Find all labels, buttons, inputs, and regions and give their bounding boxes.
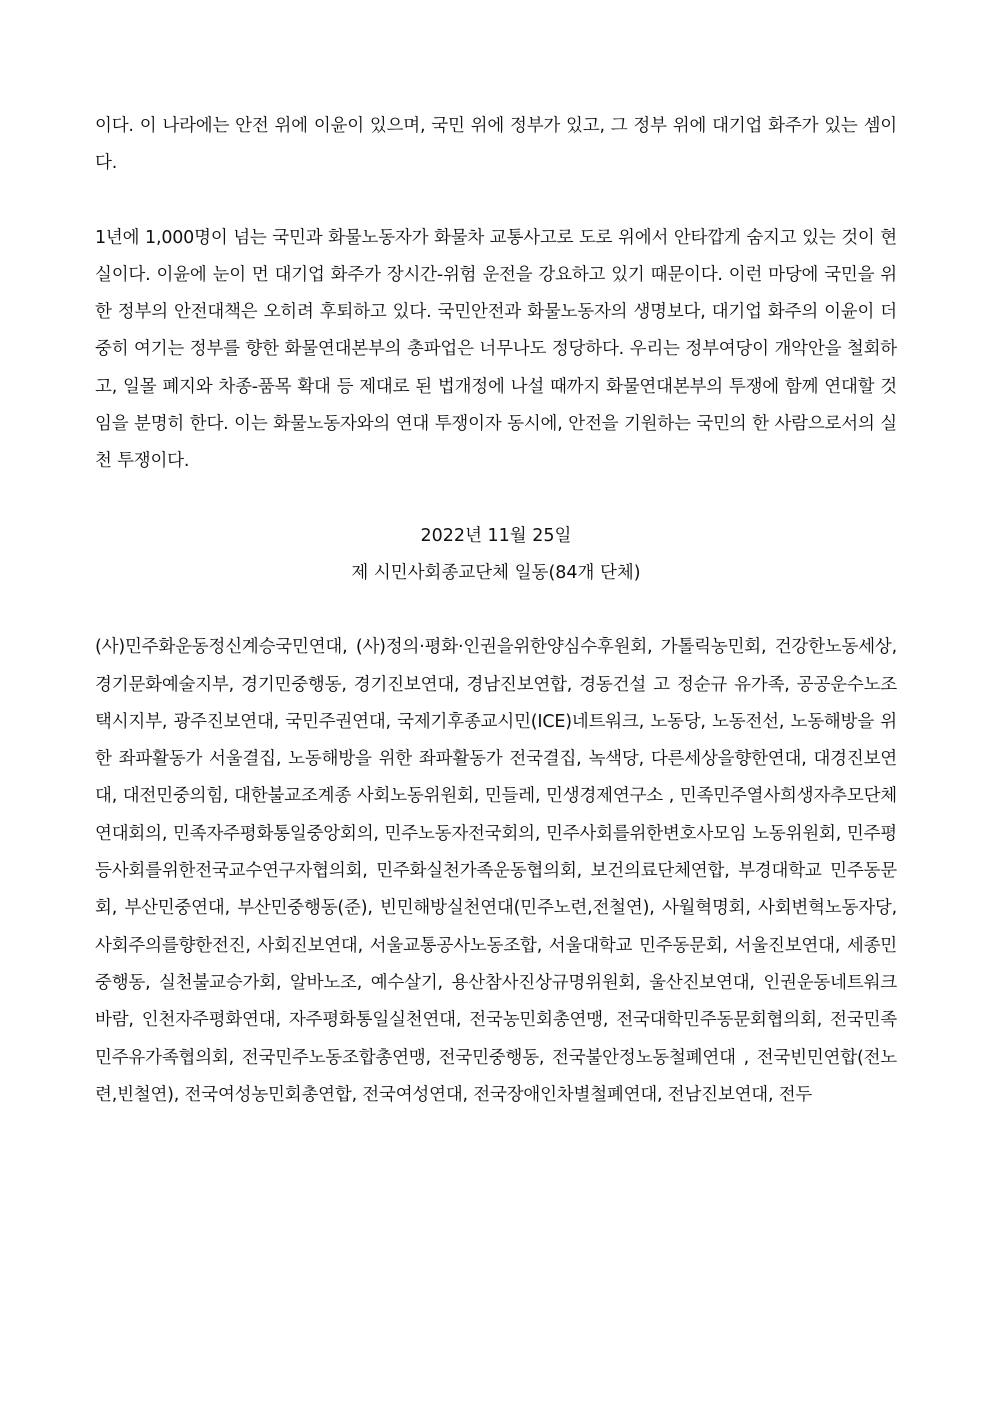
main-paragraph: 1년에 1,000명이 넘는 국민과 화물노동자가 화물차 교통사고로 도로 위에서 안타깝게 숨지고 있는 것이 현실이다. 이윤에 눈이 먼 대기업 화주가 장시간-위험 운전을 강요하고 있기 때문이다. 이런 마당에 국민을 위한 정부의 안전대책은 오히려 후퇴하고 있다. 국민안전과 화물노동자의 생명보다, 대기업 화주의 이윤이 더 중히 여기는 정부를 향한 화물연대본부의 총파업은 너무나도 정당하다. 우리는 정부여당이 개악안을 철회하고, 일몰 폐지와 차종-품목 확대 등 제대로 된 법개정에 나설 때까지 화물연대본부의 투쟁에 함께 연대할 것임을 분명히 한다. 이는 화물노동자와의 연대 투쟁이자 동시에, 안전을 기원하는 국민의 한 사람으로서의 실천 투쟁이다.	[95, 227, 897, 472]
intro-paragraph: 이다. 이 나라에는 안전 위에 이윤이 있으며, 국민 위에 정부가 있고, 그 정부 위에 대기업 화주가 있는 셈이다.	[95, 116, 897, 174]
signers-line: 제 시민사회종교단체 일동(84개 단체)	[351, 562, 641, 583]
signature-block	[95, 518, 897, 593]
organizations-list: (사)민주화운동정신계승국민연대, (사)정의·평화·인권을위한양심수후원회, 가톨릭농민회, 건강한노동세상, 경기문화예술지부, 경기민중행동, 경기진보연대, 경남진보연합, 경동건설 고 정순규 유가족, 공공운수노조 택시지부, 광주진보연대, 국민주권연대, 국제기후종교시민(ICE)네트워크, 노동당, 노동전선, 노동해방을 위한 좌파활동가 서울결집, 노동해방을 위한 좌파활동가 전국결집, 녹색당, 다른세상을향한연대, 대경진보연대, 대전민중의힘, 대한불교조계종 사회노동위원회, 민들레, 민생경제연구소 , 민족민주열사희생자추모단체연대회의, 민족자주평화통일중앙회의, 민주노동자전국회의, 민주사회를위한변호사모임 노동위원회, 민주평등사회를위한전국교수연구자협의회, 민주화실천가족운동협의회, 보건의료단체연합, 부경대학교 민주동문회, 부산민중연대, 부산민중행동(준), 빈민해방실천연대(민주노련,전철연), 사월혁명회, 사회변혁노동자당, 사회주의를향한전진, 사회진보연대, 서울교통공사노동조합, 서울대학교 민주동문회, 서울진보연대, 세종민중행동, 실천불교승가회, 알바노조, 예수살기, 용산참사진상규명위원회, 울산진보연대, 인권운동네트워크 바람, 인천자주평화연대, 자주평화통일실천연대, 전국농민회총연맹, 전국대학민주동문회협의회, 전국민족민주유가족협의회, 전국민주노동조합총연맹, 전국민중행동, 전국불안정노동철폐연대 , 전국빈민연합(전노련,빈철연), 전국여성농민회총연합, 전국여성연대, 전국장애인차별철폐연대, 전남진보연대, 전두	[95, 637, 897, 1105]
statement-date: 2022년 11월 25일	[420, 525, 572, 546]
document-page	[95, 108, 897, 1114]
